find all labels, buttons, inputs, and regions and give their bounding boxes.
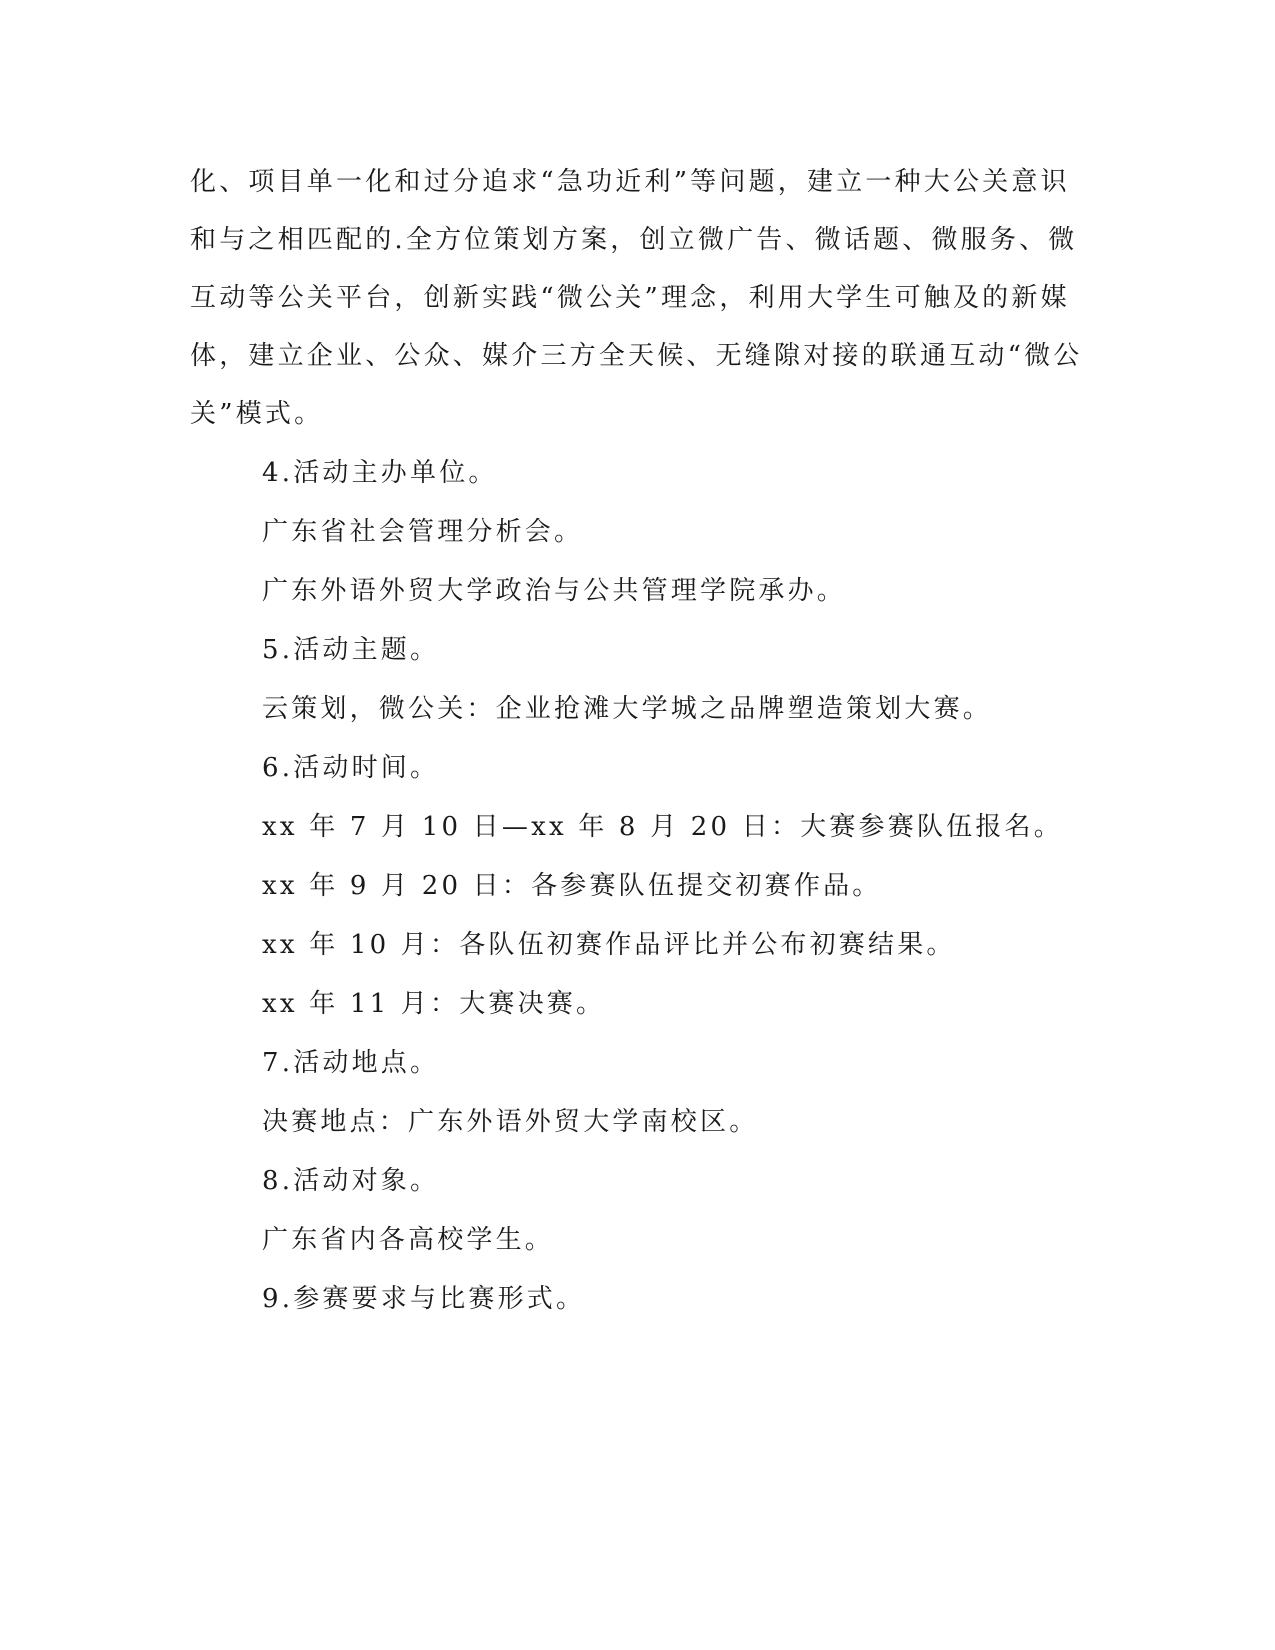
paragraph: 广东外语外贸大学政治与公共管理学院承办。 [262,576,847,606]
paragraph: 广东省内各高校学生。 [262,1225,555,1255]
section-heading: 9.参赛要求与比赛形式。 [262,1284,586,1314]
section-heading: 6.活动时间。 [262,753,440,783]
paragraph: xx 年 11 月：大赛决赛。 [262,989,606,1019]
section-heading: 7.活动地点。 [262,1048,440,1078]
paragraph: xx 年 9 月 20 日：各参赛队伍提交初赛作品。 [262,871,882,901]
body-line: 关”模式。 [190,399,324,429]
body-line: 化、项目单一化和过分追求“急功近利”等问题，建立一种大公关意识 [190,167,1070,197]
body-line: 和与之相匹配的.全方位策划方案，创立微广告、微话题、微服务、微 [190,225,1078,255]
paragraph: 广东省社会管理分析会。 [262,517,584,547]
body-line: 互动等公关平台，创新实践“微公关”理念，利用大学生可触及的新媒 [190,283,1070,313]
paragraph: 云策划，微公关：企业抢滩大学城之品牌塑造策划大赛。 [262,694,993,724]
body-line: 体，建立企业、公众、媒介三方全天候、无缝隙对接的联通互动“微公 [190,341,1083,371]
section-heading: 8.活动对象。 [262,1166,440,1196]
paragraph: 决赛地点：广东外语外贸大学南校区。 [262,1107,759,1137]
section-heading: 5.活动主题。 [262,635,440,665]
paragraph: xx 年 7 月 10 日—xx 年 8 月 20 日：大赛参赛队伍报名。 [262,812,1063,842]
paragraph: xx 年 10 月：各队伍初赛作品评比并公布初赛结果。 [262,930,956,960]
section-heading: 4.活动主办单位。 [262,458,498,488]
